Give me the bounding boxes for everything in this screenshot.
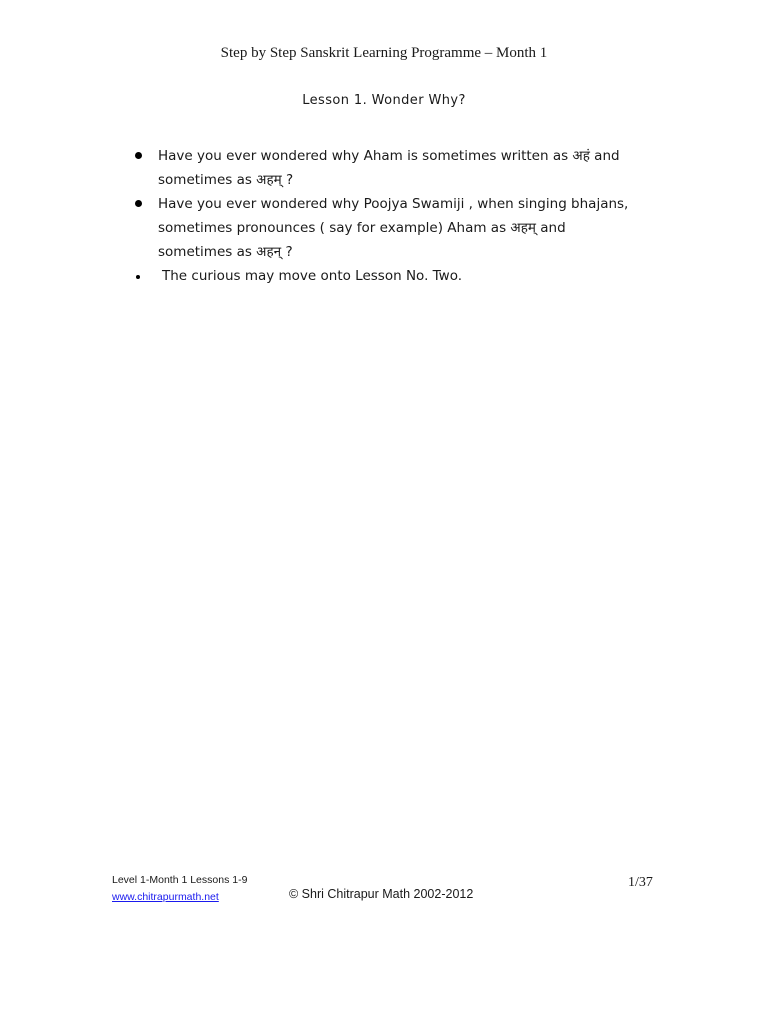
list-item: [133, 264, 653, 288]
page-header-title: Step by Step Sanskrit Learning Programme – Month 1: [220, 45, 548, 61]
footer-level-text: Level 1-Month 1 Lessons 1-9: [112, 874, 248, 886]
question-list: [133, 144, 653, 288]
bullet-line: sometimes pronounces ( say for example) Aham as अहम् and: [158, 220, 566, 236]
bullet-icon: [135, 152, 142, 159]
bullet-line: sometimes as अहन् ?: [158, 244, 293, 260]
bullet-line: The curious may move onto Lesson No. Two.: [162, 268, 463, 284]
bullet-icon: [136, 275, 140, 279]
list-item: [133, 144, 653, 192]
bullet-line: Have you ever wondered why Poojya Swamiji , when singing bhajans,: [158, 196, 629, 212]
footer-website-link[interactable]: www.chitrapurmath.net: [112, 891, 219, 903]
list-item: [133, 192, 653, 264]
bullet-icon: [135, 200, 142, 207]
footer-copyright: © Shri Chitrapur Math 2002-2012: [289, 887, 474, 901]
lesson-title: Lesson 1. Wonder Why?: [302, 93, 466, 108]
bullet-line: sometimes as अहम् ?: [158, 172, 294, 188]
footer-info: [112, 872, 247, 906]
bullet-line: Have you ever wondered why Aham is sometimes written as अहं and: [158, 148, 620, 164]
page-number: 1/37: [628, 875, 653, 890]
